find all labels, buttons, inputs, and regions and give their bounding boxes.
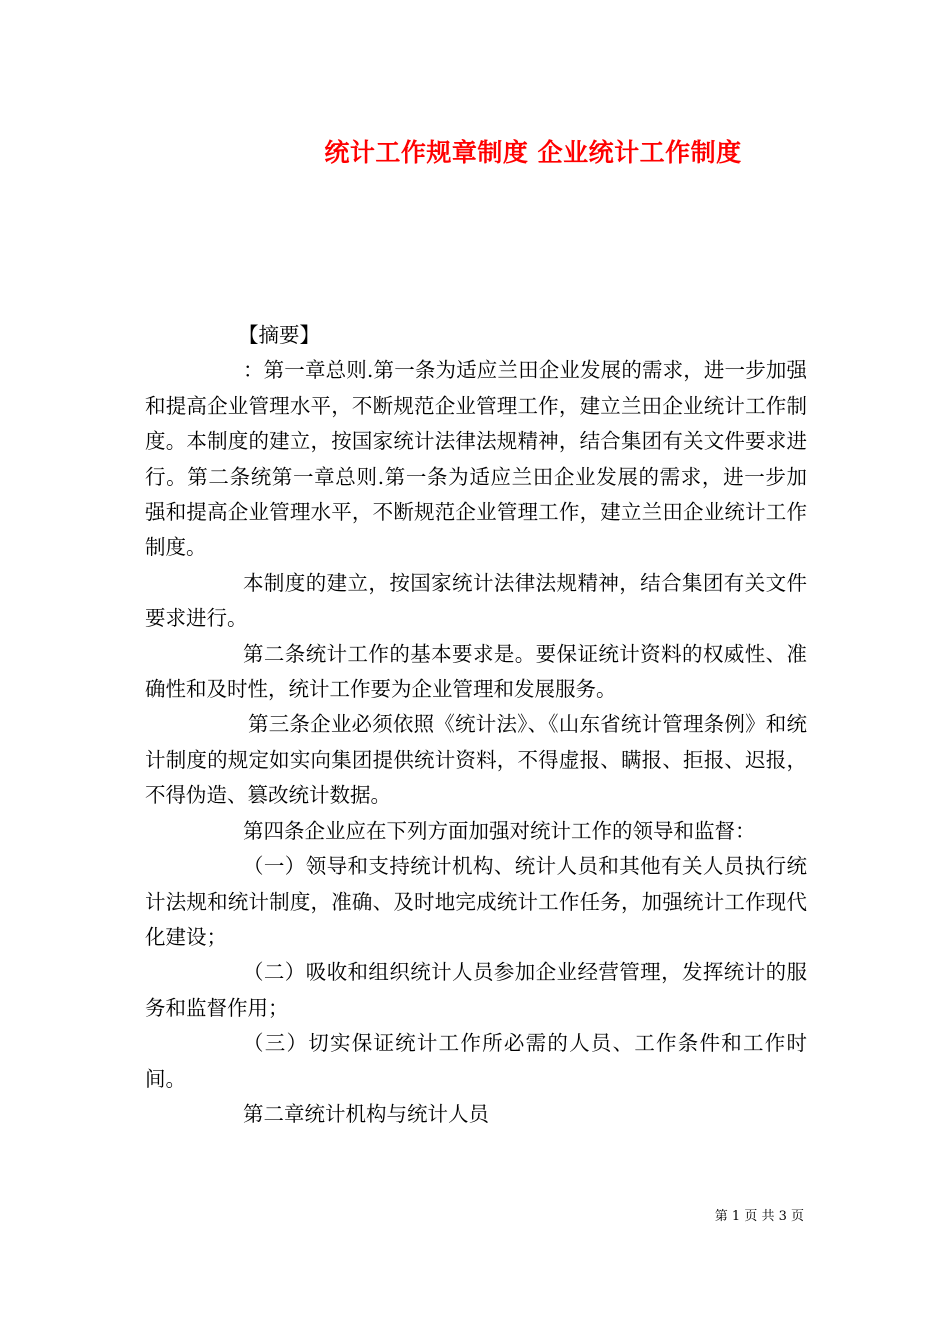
paragraph: （一）领导和支持统计机构、统计人员和其他有关人员执行统计法规和统计制度，准确、及时地完成统计工作任务，加强统计工作现代化建设； [145,854,807,949]
paragraph: ：第一章总则.第一条为适应兰田企业发展的需求，进一步加强和提高企业管理水平，不断规范企业管理工作，建立兰田企业统计工作制度。本制度的建立，按国家统计法律法规精神，结合集团有关文件要求进行。第二条统第一章总则.第一条为适应兰田企业发展的需求，进一步加强和提高企业管理水平，不断规范企业管理工作，建立兰田企业统计工作制度。 [145,358,807,560]
document-body [145,318,807,1132]
paragraph: 第三条企业必须依照《统计法》、《山东省统计管理条例》和统计制度的规定如实向集团提供统计资料，不得虚报、瞒报、拒报、迟报，不得伪造、篡改统计数据。 [145,712,807,808]
paragraph: 本制度的建立，按国家统计法律法规精神，结合集团有关文件要求进行。 [145,570,807,631]
page-number-footer: 第 1 页 共 3 页 [714,1209,804,1224]
chapter-heading: 第二章统计机构与统计人员 [243,1101,489,1126]
paragraph: 第二条统计工作的基本要求是。要保证统计资料的权威性、准确性和及时性，统计工作要为企业管理和发展服务。 [145,641,807,702]
document-title: 统计工作规章制度 企业统计工作制度 [324,138,742,167]
abstract-label: 【摘要】 [238,323,320,347]
paragraph: （三）切实保证统计工作所必需的人员、工作条件和工作时间。 [145,1031,807,1091]
paragraph: （二）吸收和组织统计人员参加企业经营管理，发挥统计的服务和监督作用； [145,960,807,1020]
paragraph: 第四条企业应在下列方面加强对统计工作的领导和监督： [243,818,756,843]
